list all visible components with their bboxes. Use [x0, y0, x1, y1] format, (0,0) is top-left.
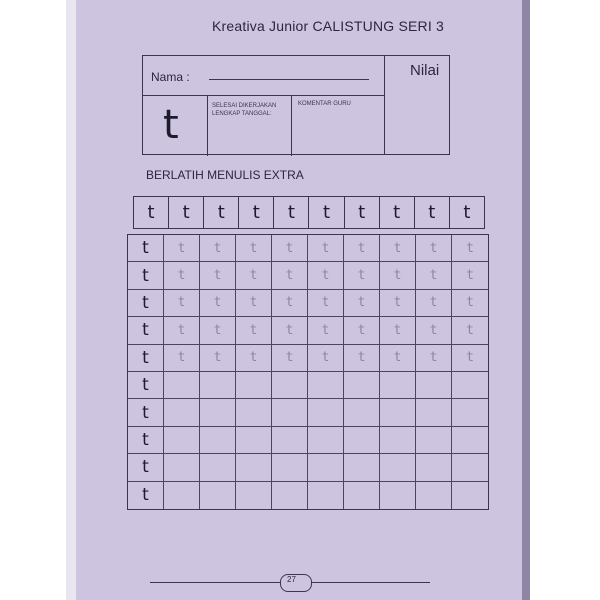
- tracing-cell[interactable]: [380, 317, 416, 344]
- dotted-trace-letter: t: [213, 350, 222, 366]
- blank-writing-cell[interactable]: [344, 482, 380, 509]
- blank-writing-cell[interactable]: [308, 482, 344, 509]
- blank-writing-cell[interactable]: [380, 372, 416, 399]
- tracing-cell[interactable]: [380, 235, 416, 262]
- blank-writing-cell[interactable]: [416, 399, 452, 426]
- completion-date-cell: [208, 96, 292, 156]
- tracing-cell[interactable]: [308, 290, 344, 317]
- blank-writing-cell[interactable]: [452, 399, 488, 426]
- blank-writing-cell[interactable]: [236, 399, 272, 426]
- dotted-trace-letter: t: [213, 295, 222, 311]
- tracing-cell[interactable]: [200, 290, 236, 317]
- tracing-cell[interactable]: [452, 235, 488, 262]
- tracing-cell[interactable]: [344, 317, 380, 344]
- dotted-trace-letter: t: [466, 295, 474, 311]
- dotted-trace-letter: t: [466, 350, 474, 366]
- example-letter-cell: t: [345, 197, 380, 228]
- blank-writing-cell[interactable]: [164, 399, 200, 426]
- completion-date-label: SELESAI DIKERJAKAN LENGKAP TANGGAL:: [212, 103, 277, 117]
- dotted-trace-letter: t: [249, 322, 258, 338]
- dotted-trace-letter: t: [393, 322, 402, 338]
- row-start-letter[interactable]: t: [128, 317, 164, 344]
- row-start-letter[interactable]: t: [128, 482, 164, 509]
- row-start-letter[interactable]: t: [128, 345, 164, 372]
- tracing-cell[interactable]: [344, 235, 380, 262]
- book-title: Kreativa Junior CALISTUNG SERI 3: [212, 18, 445, 34]
- dotted-trace-letter: t: [429, 295, 438, 311]
- dotted-trace-letter: t: [177, 322, 186, 338]
- blank-writing-cell[interactable]: [452, 372, 488, 399]
- blank-writing-cell[interactable]: [380, 454, 416, 481]
- blank-writing-cell[interactable]: [416, 454, 452, 481]
- dotted-trace-letter: t: [393, 240, 402, 256]
- blank-writing-cell[interactable]: [344, 454, 380, 481]
- dotted-trace-letter: t: [429, 322, 438, 338]
- tracing-cell[interactable]: [380, 345, 416, 372]
- tracing-cell[interactable]: [236, 345, 272, 372]
- letter-cell: [143, 96, 208, 156]
- tracing-cell[interactable]: [416, 317, 452, 344]
- blank-writing-cell[interactable]: [344, 399, 380, 426]
- tracing-cell[interactable]: [452, 317, 488, 344]
- dotted-trace-letter: t: [213, 322, 222, 338]
- score-label: Nilai: [410, 62, 440, 79]
- blank-writing-cell[interactable]: [452, 454, 488, 481]
- blank-writing-cell[interactable]: [344, 427, 380, 454]
- blank-writing-cell[interactable]: [236, 372, 272, 399]
- row-start-letter[interactable]: t: [128, 427, 164, 454]
- dotted-trace-letter: t: [249, 240, 258, 256]
- tracing-cell[interactable]: [164, 345, 200, 372]
- tracing-cell[interactable]: [272, 317, 308, 344]
- blank-writing-cell[interactable]: [200, 399, 236, 426]
- blank-writing-cell[interactable]: [236, 482, 272, 509]
- example-letter-cell: t: [204, 197, 239, 228]
- tracing-cell[interactable]: [380, 262, 416, 289]
- dotted-trace-letter: t: [249, 268, 258, 284]
- dotted-trace-letter: t: [285, 322, 294, 338]
- student-info-box: [142, 55, 385, 155]
- dotted-trace-letter: t: [249, 350, 258, 366]
- blank-writing-cell[interactable]: [272, 427, 308, 454]
- blank-writing-cell[interactable]: [200, 454, 236, 481]
- blank-writing-cell[interactable]: [308, 427, 344, 454]
- tracing-cell[interactable]: [200, 317, 236, 344]
- example-letter-row: [133, 196, 485, 229]
- page-edge-shadow: [66, 0, 76, 600]
- row-start-letter[interactable]: t: [128, 454, 164, 481]
- tracing-cell[interactable]: [344, 345, 380, 372]
- blank-writing-cell[interactable]: [164, 482, 200, 509]
- tracing-cell[interactable]: [452, 262, 488, 289]
- dotted-trace-letter: t: [321, 350, 330, 366]
- blank-writing-cell[interactable]: [236, 454, 272, 481]
- page-number-frame: [280, 574, 312, 592]
- row-start-letter[interactable]: t: [128, 290, 164, 317]
- tracing-cell[interactable]: [164, 262, 200, 289]
- tracing-cell[interactable]: [272, 290, 308, 317]
- tracing-cell[interactable]: [308, 235, 344, 262]
- dotted-trace-letter: t: [429, 240, 438, 256]
- row-start-letter[interactable]: t: [128, 372, 164, 399]
- tracing-cell[interactable]: [452, 345, 488, 372]
- dotted-trace-letter: t: [177, 295, 186, 311]
- dotted-trace-letter: t: [466, 240, 474, 256]
- blank-writing-cell[interactable]: [344, 372, 380, 399]
- dotted-trace-letter: t: [429, 350, 438, 366]
- dotted-trace-letter: t: [357, 350, 366, 366]
- tracing-cell[interactable]: [200, 345, 236, 372]
- dotted-trace-letter: t: [213, 268, 222, 284]
- example-letter-cell: t: [239, 197, 274, 228]
- example-letter-cell: t: [274, 197, 309, 228]
- blank-writing-cell[interactable]: [308, 399, 344, 426]
- blank-writing-cell[interactable]: [164, 372, 200, 399]
- dotted-trace-letter: t: [285, 295, 294, 311]
- lesson-letter: t: [163, 102, 179, 148]
- dotted-trace-letter: t: [177, 268, 186, 284]
- dotted-trace-letter: t: [177, 350, 186, 366]
- dotted-trace-letter: t: [393, 268, 402, 284]
- teacher-comment-label: KOMENTAR GURU: [298, 101, 351, 107]
- blank-writing-cell[interactable]: [452, 482, 488, 509]
- dotted-trace-letter: t: [213, 240, 222, 256]
- dotted-trace-letter: t: [321, 295, 330, 311]
- name-row: [143, 56, 384, 96]
- tracing-cell[interactable]: [272, 345, 308, 372]
- tracing-cell[interactable]: [236, 290, 272, 317]
- dotted-trace-letter: t: [429, 268, 438, 284]
- row-start-letter[interactable]: t: [128, 235, 164, 262]
- tracing-cell[interactable]: [164, 317, 200, 344]
- dotted-trace-letter: t: [357, 322, 366, 338]
- book-spine: [522, 0, 530, 600]
- dotted-trace-letter: t: [393, 295, 402, 311]
- dotted-trace-letter: t: [321, 322, 330, 338]
- dotted-trace-letter: t: [321, 240, 330, 256]
- blank-writing-cell[interactable]: [164, 454, 200, 481]
- dotted-trace-letter: t: [249, 295, 258, 311]
- blank-writing-cell[interactable]: [272, 372, 308, 399]
- blank-writing-cell[interactable]: [380, 482, 416, 509]
- dotted-trace-letter: t: [177, 240, 186, 256]
- name-label: Nama :: [151, 70, 190, 84]
- dotted-trace-letter: t: [357, 295, 366, 311]
- tracing-cell[interactable]: [308, 317, 344, 344]
- tracing-cell[interactable]: [416, 235, 452, 262]
- tracing-cell[interactable]: [236, 262, 272, 289]
- blank-writing-cell[interactable]: [200, 482, 236, 509]
- blank-writing-cell[interactable]: [200, 427, 236, 454]
- example-letter-cell: t: [415, 197, 450, 228]
- blank-writing-cell[interactable]: [272, 482, 308, 509]
- dotted-trace-letter: t: [357, 268, 366, 284]
- blank-writing-cell[interactable]: [308, 372, 344, 399]
- tracing-cell[interactable]: [164, 290, 200, 317]
- blank-writing-cell[interactable]: [452, 427, 488, 454]
- tracing-cell[interactable]: [344, 262, 380, 289]
- tracing-cell[interactable]: [344, 290, 380, 317]
- row-start-letter[interactable]: t: [128, 262, 164, 289]
- writing-practice-grid: [127, 234, 489, 510]
- tracing-cell[interactable]: [380, 290, 416, 317]
- dotted-trace-letter: t: [466, 268, 474, 284]
- blank-writing-cell[interactable]: [380, 399, 416, 426]
- example-letter-cell: t: [134, 197, 169, 228]
- tracing-cell[interactable]: [416, 345, 452, 372]
- tracing-cell[interactable]: [416, 290, 452, 317]
- example-letter-cell: t: [309, 197, 344, 228]
- dotted-trace-letter: t: [285, 268, 294, 284]
- example-letter-cell: t: [380, 197, 415, 228]
- tracing-cell[interactable]: [164, 235, 200, 262]
- example-letter-cell: t: [463, 202, 471, 223]
- tracing-cell[interactable]: [200, 262, 236, 289]
- blank-writing-cell[interactable]: [416, 372, 452, 399]
- dotted-trace-letter: t: [321, 268, 330, 284]
- tracing-cell[interactable]: [200, 235, 236, 262]
- dotted-trace-letter: t: [466, 322, 474, 338]
- dotted-trace-letter: t: [285, 240, 294, 256]
- page-number: 27: [287, 575, 296, 584]
- tracing-cell[interactable]: [236, 235, 272, 262]
- blank-writing-cell[interactable]: [272, 454, 308, 481]
- blank-writing-cell[interactable]: [236, 427, 272, 454]
- dotted-trace-letter: t: [357, 240, 366, 256]
- blank-writing-cell[interactable]: [380, 427, 416, 454]
- tracing-cell[interactable]: [272, 262, 308, 289]
- name-field-line: [209, 79, 369, 80]
- blank-writing-cell[interactable]: [272, 399, 308, 426]
- example-letter-cell: t: [169, 197, 204, 228]
- blank-writing-cell[interactable]: [416, 482, 452, 509]
- blank-writing-cell[interactable]: [164, 427, 200, 454]
- tracing-cell[interactable]: [452, 290, 488, 317]
- blank-writing-cell[interactable]: [416, 427, 452, 454]
- dotted-trace-letter: t: [393, 350, 402, 366]
- tracing-cell[interactable]: [236, 317, 272, 344]
- tracing-cell[interactable]: [416, 262, 452, 289]
- tracing-cell[interactable]: [308, 345, 344, 372]
- exercise-title: BERLATIH MENULIS EXTRA: [146, 168, 304, 182]
- row-start-letter[interactable]: t: [128, 399, 164, 426]
- tracing-cell[interactable]: [272, 235, 308, 262]
- tracing-cell[interactable]: [308, 262, 344, 289]
- dotted-trace-letter: t: [285, 350, 294, 366]
- blank-writing-cell[interactable]: [200, 372, 236, 399]
- blank-writing-cell[interactable]: [308, 454, 344, 481]
